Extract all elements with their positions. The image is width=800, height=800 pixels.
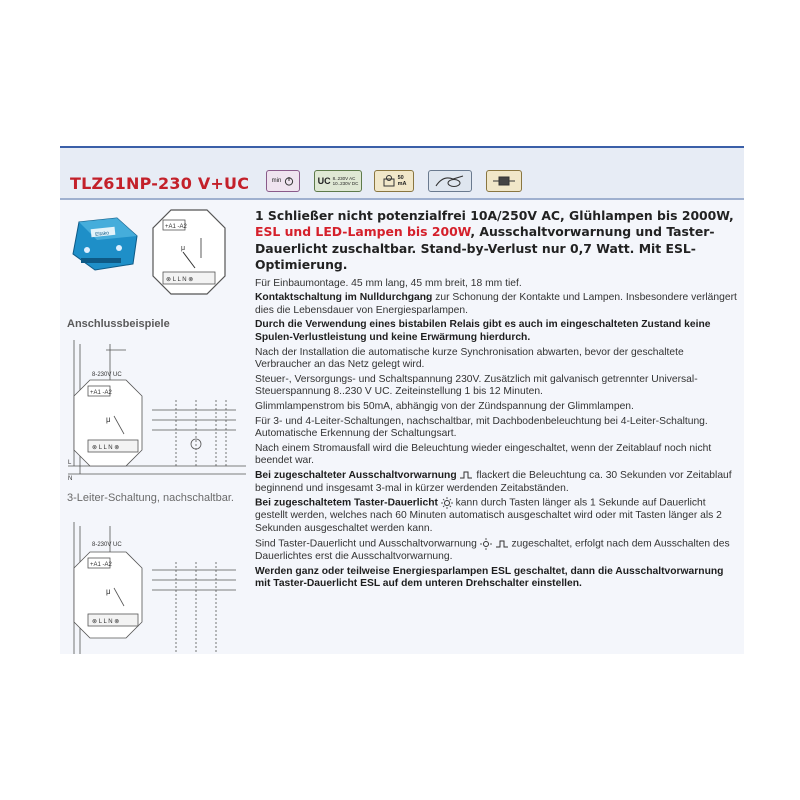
paragraph-esl-setting: Werden ganz oder teilweise Energiesparlampen ESL geschaltet, dann die Ausschaltvorwarnung mit Taster-Dauerlicht ESL auf dem unteren Drehschalter einstellen. — [255, 565, 724, 590]
wiring-diagram-4-wire — [66, 522, 248, 654]
paragraph-wiring: Für 3- und 4-Leiter-Schaltungen, nachschaltbar, mit Dachbodenbeleuchtung bei 4-Leiter-Schaltung. Automatische Erkennung der Schaltungsart. — [255, 415, 708, 440]
left-column — [60, 202, 250, 654]
svg-text:8-230V UC: 8-230V UC — [92, 542, 122, 548]
svg-text:+A1 -A2: +A1 -A2 — [90, 390, 112, 396]
paragraph-voltage: Steuer-, Versorgungs- und Schaltspannung 230V. Zusätzlich mit galvanisch getrennter Universal-Steuerspannung 8..230 V UC. Zeiteinstellung 1 bis 12 Minuten. — [255, 373, 698, 398]
svg-text:+A1 -A2: +A1 -A2 — [165, 224, 187, 230]
esl-lamp-icon — [428, 170, 472, 192]
glow-lamp-current-icon: 50 mA — [374, 170, 414, 192]
warning-pulse-icon — [495, 539, 509, 549]
examples-heading: Anschlussbeispiele — [67, 318, 170, 330]
paragraph-permanent-light: Bei zugeschaltetem Taster-Dauerlicht kann durch Tasten länger als 1 Sekunde auf Dauerlicht gestellt werden, welches nach 60 Minuten automatisch ausgeschaltet wird oder mit Tasten länger als 2 Sekunden ausgeschaltet werden kann. — [255, 497, 722, 535]
svg-text:Eltako: Eltako — [94, 230, 110, 238]
svg-text:+A1 -A2: +A1 -A2 — [90, 562, 112, 568]
relay-contact-icon — [486, 170, 522, 192]
svg-text:μ: μ — [181, 245, 186, 252]
svg-text:⊗ L L N ⊗: ⊗ L L N ⊗ — [92, 445, 120, 451]
svg-text:N: N — [68, 476, 73, 482]
diagram-caption: 3-Leiter-Schaltung, nachschaltbar. — [67, 492, 234, 504]
terminal-diagram-icon — [151, 208, 227, 296]
svg-text:μ: μ — [106, 415, 111, 424]
paragraph-zero-crossing: Kontaktschaltung im Nulldurchgang zur Schonung der Kontakte und Lampen. Insbesondere verlängert dies die Lebensdauer von Energiesparlampen. — [255, 292, 737, 316]
wiring-diagram-3-wire — [66, 340, 248, 490]
paragraph-synchronisation: Nach der Installation die automatische kurze Synchronisation abwarten, bevor der geschaltete Verbraucher an das Netz gelegt wird. — [255, 346, 684, 371]
svg-text:⊗ L L N ⊗: ⊗ L L N ⊗ — [166, 277, 194, 283]
paragraph-dimensions: Für Einbaumontage. 45 mm lang, 45 mm breit, 18 mm tief. — [255, 277, 522, 289]
product-photo — [67, 214, 143, 274]
product-header — [60, 148, 744, 200]
permanent-light-icon — [480, 538, 492, 550]
product-title: TLZ61NP-230 V+UC — [70, 174, 250, 193]
paragraph-glow-lamp: Glimmlampenstrom bis 50mA, abhängig von der Zündspannung der Glimmlampen. — [255, 400, 634, 412]
paragraph-switch-off-warning: Bei zugeschalteter Ausschaltvorwarnung flackert die Beleuchtung ca. 30 Sekunden vor Zeitablauf beginnend und insgesamt 3-mal in kürzer werdenden Zeitabständen. — [255, 469, 732, 494]
description-column — [255, 208, 739, 593]
svg-text:8-230V UC: 8-230V UC — [92, 372, 122, 378]
min-timer-icon: min — [266, 170, 300, 192]
svg-text:⊗ L L N ⊗: ⊗ L L N ⊗ — [92, 619, 120, 625]
catalog-page — [60, 146, 744, 654]
paragraph-bistable-relay: Durch die Verwendung eines bistabilen Relais gibt es auch im eingeschalteten Zustand keine Spulen-Verlustleistung und keine Erwärmung hierdurch. — [255, 319, 711, 343]
svg-text:μ: μ — [106, 587, 111, 596]
headline-highlight: ESL und LED-Lampen bis 200W — [255, 224, 471, 240]
permanent-light-icon — [441, 497, 453, 509]
paragraph-power-failure: Nach einem Stromausfall wird die Beleuchtung wieder eingeschaltet, wenn der Zeitablauf noch nicht beendet war. — [255, 442, 712, 467]
paragraph-combined: Sind Taster-Dauerlicht und Ausschaltvorwarnung zugeschaltet, erfolgt nach dem Ausschalten des Dauerlichtes erst die Ausschaltvorwarnung. — [255, 538, 730, 562]
svg-text:L: L — [68, 460, 72, 466]
headline: 1 Schließer nicht potenzialfrei 10A/250V AC, Glühlampen bis 2000W, ESL und LED-Lampen bis 200W, Ausschaltvorwarnung und Taster-Dauerlicht zuschaltbar. Stand-by-Verlust nur 0,7 Watt. Mit ESL-Optimierung. — [255, 208, 734, 273]
uc-voltage-icon: UC 8..230V AC 10..230V DC — [314, 170, 362, 192]
warning-pulse-icon — [459, 470, 473, 480]
